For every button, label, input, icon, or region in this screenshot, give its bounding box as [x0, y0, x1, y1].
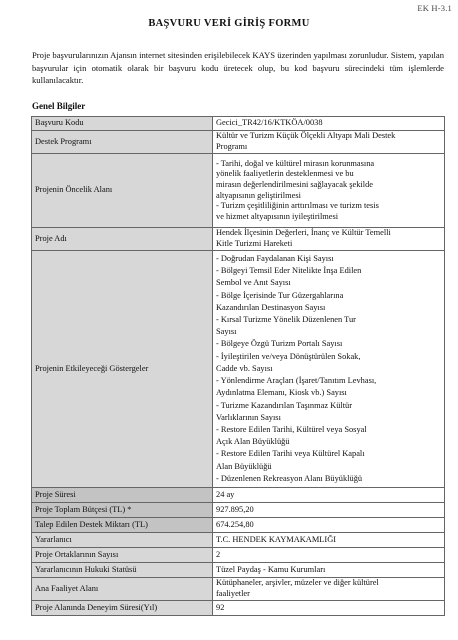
value-line: - Bölgeyi Temsil Eder Nitelikte İnşa Edilen: [216, 266, 362, 276]
value-line: - İyileştirilen ve/veya Dönüştürülen Sokak,: [216, 351, 361, 361]
value-line: - Turizme Kazandırılan Taşınmaz Kültür: [216, 400, 353, 410]
priority-area-label: Projenin Öncelik Alanı: [32, 154, 213, 228]
value-line: yönelik faaliyetlerin desteklenmesi ve bu: [216, 169, 354, 179]
table-row: [32, 548, 445, 563]
value-line: Kültür ve Turizm Küçük Ölçekli Altyapı Mali Destek: [216, 131, 396, 141]
indicators-value: [213, 251, 445, 488]
value-line: - Kırsal Turizme Yönelik Düzenlenen Tur: [216, 315, 356, 325]
value-line: Alan Büyüklüğü: [216, 461, 272, 471]
duration-label: Proje Süresi: [32, 488, 213, 503]
duration-value: 24 ay: [213, 488, 445, 503]
value-line: - Tarihi, doğal ve kültürel mirasın korunmasına: [216, 158, 375, 168]
value-line: faaliyetler: [216, 589, 250, 598]
applicant-value: T.C. HENDEK KAYMAKAMLIĞI: [213, 533, 445, 548]
project-name-label: Proje Adı: [32, 228, 213, 251]
main-activity-value: [213, 578, 445, 601]
table-row: [32, 154, 445, 228]
intro-paragraph: Proje başvurularınızın Ajansın internet sitesinden erişilebilecek KAYS üzerinden yapılması zorunludur. Sistem, yapılan başvurular için otomatik olarak bir başvuru kodu üretecek olup, bu kod başvuru sürecindeki tüm işlemlerde kullanılacaktır.: [32, 50, 444, 86]
table-row: [32, 578, 445, 601]
table-row: [32, 228, 445, 251]
value-line: Cadde vb. Sayısı: [216, 363, 273, 373]
table-row: [32, 518, 445, 533]
value-line: - Turizm çeşitliliğinin arttırılması ve turizm tesis: [216, 201, 379, 211]
total-budget-value: 927.895,20: [213, 503, 445, 518]
table-row: [32, 251, 445, 488]
partner-count-label: Proje Ortaklarının Sayısı: [32, 548, 213, 563]
value-line: Programı: [216, 142, 248, 151]
value-line: altyapısının geliştirilmesi: [216, 190, 301, 200]
project-name-value: [213, 228, 445, 251]
priority-area-value: [213, 154, 445, 228]
value-line: - Bölge İçerisinde Tur Güzergahlarına: [216, 290, 344, 300]
application-code-label: Başvuru Kodu: [32, 117, 213, 131]
value-line: - Düzenlenen Rekreasyon Alanı Büyüklüğü: [216, 473, 363, 483]
legal-status-label: Yararlanıcının Hukuki Statüsü: [32, 563, 213, 578]
indicators-label: Projenin Etkileyeceği Göstergeler: [32, 251, 213, 488]
table-row: [32, 601, 445, 616]
applicant-label: Yararlanıcı: [32, 533, 213, 548]
form-title: BAŞVURU VERİ GİRİŞ FORMU: [148, 18, 310, 29]
value-line: Kütüphaneler, arşivler, müzeler ve diğer kültürel: [216, 578, 379, 588]
experience-label: Proje Alanında Deneyim Süresi(Yıl): [32, 601, 213, 616]
table-row: [32, 503, 445, 518]
experience-value: 92: [213, 601, 445, 616]
value-line: Sayısı: [216, 327, 237, 337]
application-code-value: Gecici_TR42/16/KTKÖA/0038: [213, 117, 445, 131]
value-line: Kitle Turizmi Hareketi: [216, 239, 293, 248]
value-line: mirasın değerlendirilmesini sağlayacak şekilde: [216, 179, 373, 189]
general-info-table: [31, 116, 445, 616]
table-row: [32, 488, 445, 503]
requested-support-label: Talep Edilen Destek Miktarı (TL): [32, 518, 213, 533]
legal-status-value: Tüzel Paydaş - Kamu Kurumları: [213, 563, 445, 578]
support-program-value: [213, 131, 445, 154]
support-program-label: Destek Programı: [32, 131, 213, 154]
value-line: - Restore Edilen Tarihi, Kültürel veya Sosyal: [216, 424, 367, 434]
value-line: Aydınlatma Elemanı, Kiosk vb.) Sayısı: [216, 388, 347, 398]
table-row: [32, 563, 445, 578]
section-title: Genel Bilgiler: [32, 101, 86, 111]
value-line: - Bölgeye Özgü Turizm Portalı Sayısı: [216, 339, 343, 349]
partner-count-value: 2: [213, 548, 445, 563]
value-line: Hendek İlçesinin Değerleri, İnanç ve Kültür Temelli: [216, 228, 391, 238]
table-row: [32, 533, 445, 548]
total-budget-label: Proje Toplam Bütçesi (TL) *: [32, 503, 213, 518]
value-line: - Restore Edilen Tarihi veya Kültürel Kapalı: [216, 449, 365, 459]
table-row: [32, 131, 445, 154]
value-line: ve hizmet altyapısının iyileştirilmesi: [216, 211, 339, 221]
value-line: Kazandırılan Destinasyon Sayısı: [216, 302, 326, 312]
value-line: Açık Alan Büyüklüğü: [216, 437, 290, 447]
table-row: [32, 117, 445, 131]
main-activity-label: Ana Faaliyet Alanı: [32, 578, 213, 601]
value-line: - Doğrudan Faydalanan Kişi Sayısı: [216, 254, 334, 264]
annex-label: EK H-3.1: [417, 3, 452, 13]
value-line: Sembol ve Anıt Sayısı: [216, 278, 291, 288]
requested-support-value: 674.254,80: [213, 518, 445, 533]
value-line: Varlıklarının Sayısı: [216, 412, 281, 422]
value-line: - Yönlendirme Araçları (İşaret/Tanıtım Levhası,: [216, 376, 377, 386]
